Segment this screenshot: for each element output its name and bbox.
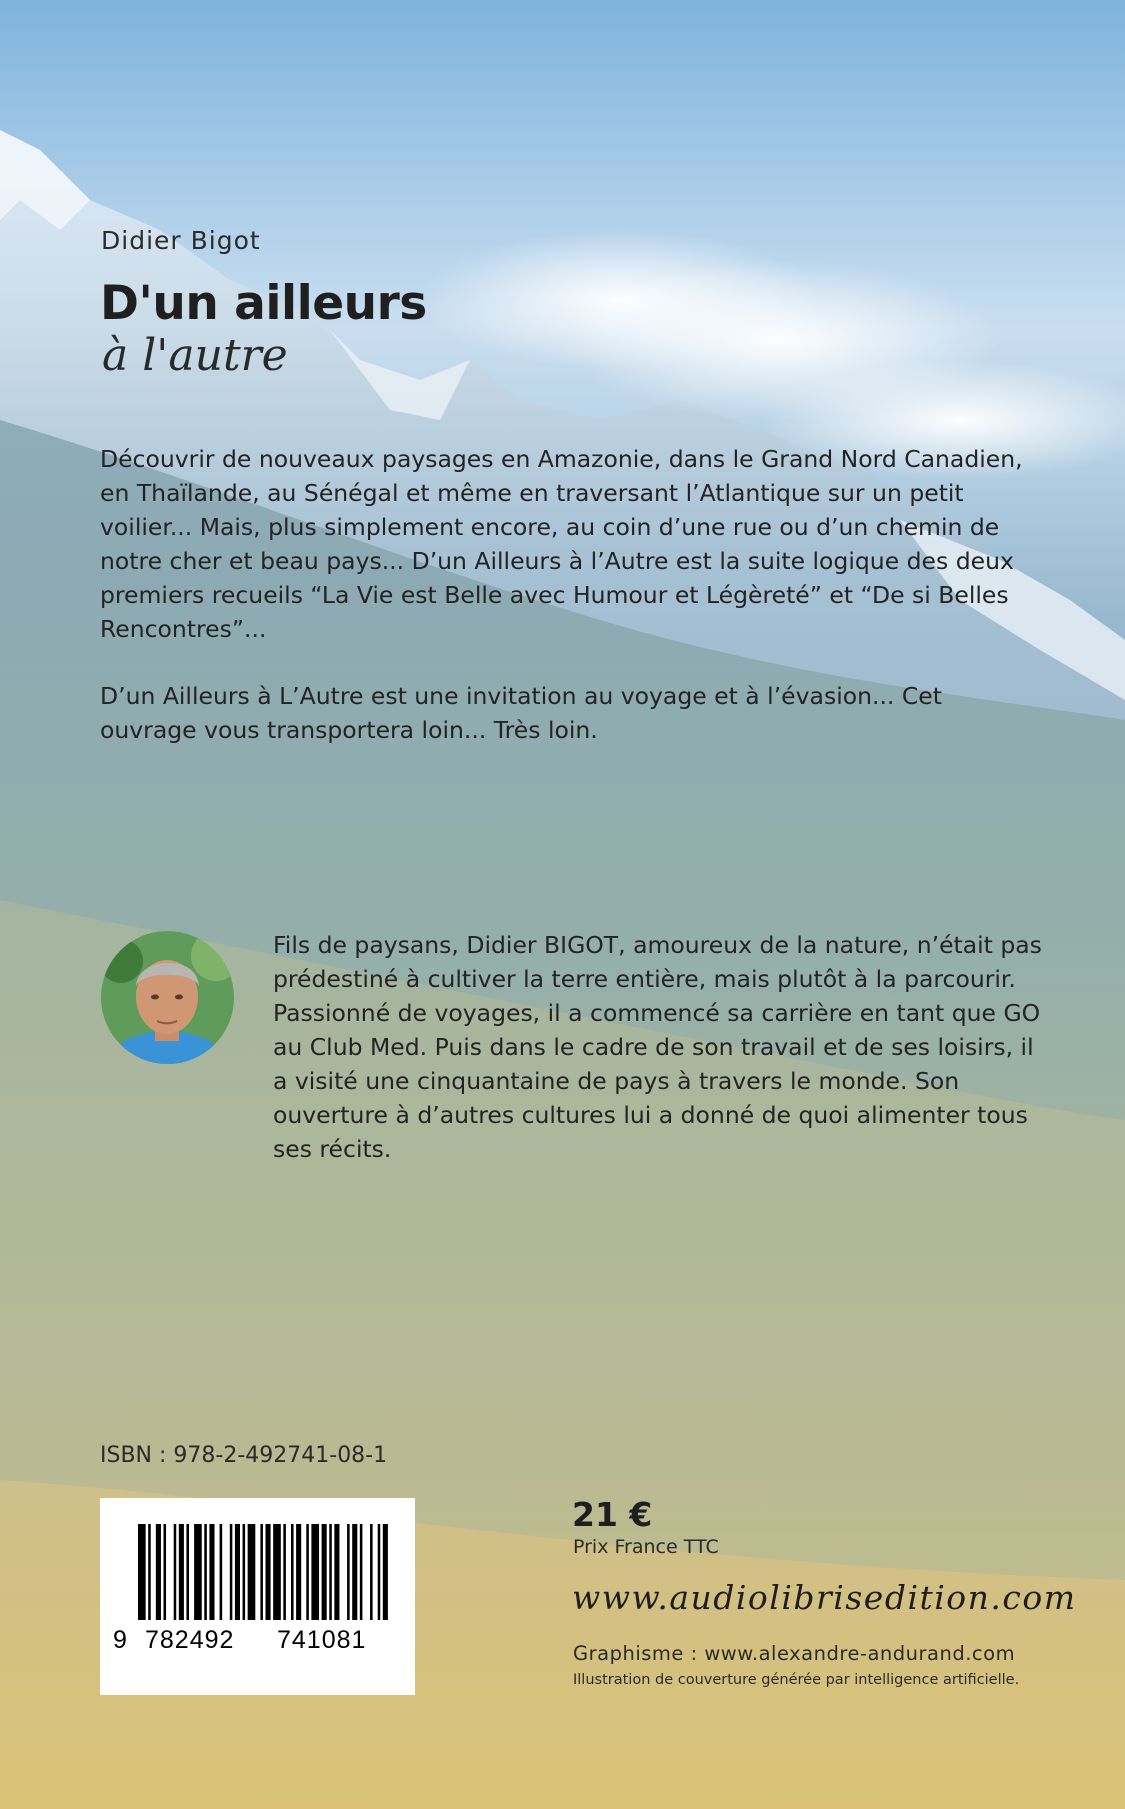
- barcode-bars: [100, 1498, 415, 1695]
- barcode-bar: [378, 1524, 381, 1620]
- book-title: D'un ailleurs: [100, 276, 427, 331]
- barcode-left-digits: 782492: [145, 1626, 235, 1654]
- barcode-bar: [209, 1524, 214, 1620]
- barcode-bar: [311, 1524, 319, 1620]
- barcode-bar: [283, 1524, 286, 1620]
- barcode-bar: [148, 1524, 151, 1620]
- barcode-bar: [347, 1524, 350, 1620]
- barcode-bar: [360, 1524, 363, 1620]
- barcode-bar: [220, 1524, 223, 1620]
- barcode-bar: [164, 1524, 167, 1620]
- author-photo: [101, 931, 234, 1064]
- barcode-bar: [260, 1524, 263, 1620]
- blurb-paragraph-2: D’un Ailleurs à L’Autre est une invitation au voyage et à l’évasion... Cet ouvrage vous transportera loin... Très loin.: [100, 682, 942, 744]
- price: 21 €: [572, 1495, 653, 1534]
- author-biography: Fils de paysans, Didier BIGOT, amoureux de la nature, n’était pas prédestiné à cultiver la terre entière, mais plutôt à la parcourir. Passionné de voyages, il a commencé sa carrière en tant que GO au Club Med. Puis dans le cadre de son travail et de ses loisirs, il a visité une cinquantaine de pays à travers le monde. Son ouverture à d’autres cultures lui a donné de quoi alimenter tous ses récits.: [273, 931, 1042, 1163]
- barcode-bar: [266, 1524, 271, 1620]
- barcode-bar: [230, 1524, 233, 1620]
- barcode-bar: [334, 1524, 339, 1620]
- barcode-bar: [243, 1524, 246, 1620]
- publisher-website: www.audiolibrisedition.com: [572, 1578, 1077, 1617]
- barcode-right-digits: 741081: [277, 1626, 367, 1654]
- blurb-paragraph-1: Découvrir de nouveaux paysages en Amazonie, dans le Grand Nord Canadien, en Thaïlande, au Sénégal et même en traversant l’Atlantique sur un petit voilier... Mais, plus simplement encore, au coin d’une rue ou d’un chemin de notre cher et beau pays... D’un Ailleurs à l’Autre est la suite logique des deux premiers recueils “La Vie est Belle avec Humour et Légèreté” et “De si Belles Rencontres”...: [100, 445, 1023, 643]
- barcode-bar: [291, 1524, 294, 1620]
- barcode-bar: [383, 1524, 388, 1620]
- barcode-bar: [138, 1524, 146, 1620]
- barcode-bar: [179, 1524, 184, 1620]
- barcode-bar: [186, 1524, 189, 1620]
- barcode-bar: [273, 1524, 281, 1620]
- barcode-lead-digit: 9: [113, 1626, 127, 1654]
- barcode-bar: [204, 1524, 207, 1620]
- barcode-bar: [352, 1524, 357, 1620]
- illustration-note: Illustration de couverture générée par intelligence artificielle.: [573, 1672, 1020, 1688]
- price-label: Prix France TTC: [573, 1536, 719, 1558]
- barcode-bar: [329, 1524, 332, 1620]
- barcode-bar: [248, 1524, 256, 1620]
- barcode-bar: [194, 1524, 202, 1620]
- design-credit: Graphisme : www.alexandre-andurand.com: [573, 1642, 1016, 1665]
- barcode-bar: [156, 1524, 161, 1620]
- barcode-bar: [235, 1524, 240, 1620]
- barcode-bar: [174, 1524, 177, 1620]
- barcode-bar: [306, 1524, 309, 1620]
- isbn-number: ISBN : 978-2-492741-08-1: [100, 1443, 388, 1468]
- barcode-bar: [322, 1524, 327, 1620]
- book-blurb: [100, 442, 1035, 747]
- barcode: [100, 1498, 415, 1695]
- author-name: Didier Bigot: [101, 226, 261, 255]
- barcode-bar: [296, 1524, 301, 1620]
- barcode-bar: [370, 1524, 373, 1620]
- book-subtitle: à l'autre: [102, 330, 288, 381]
